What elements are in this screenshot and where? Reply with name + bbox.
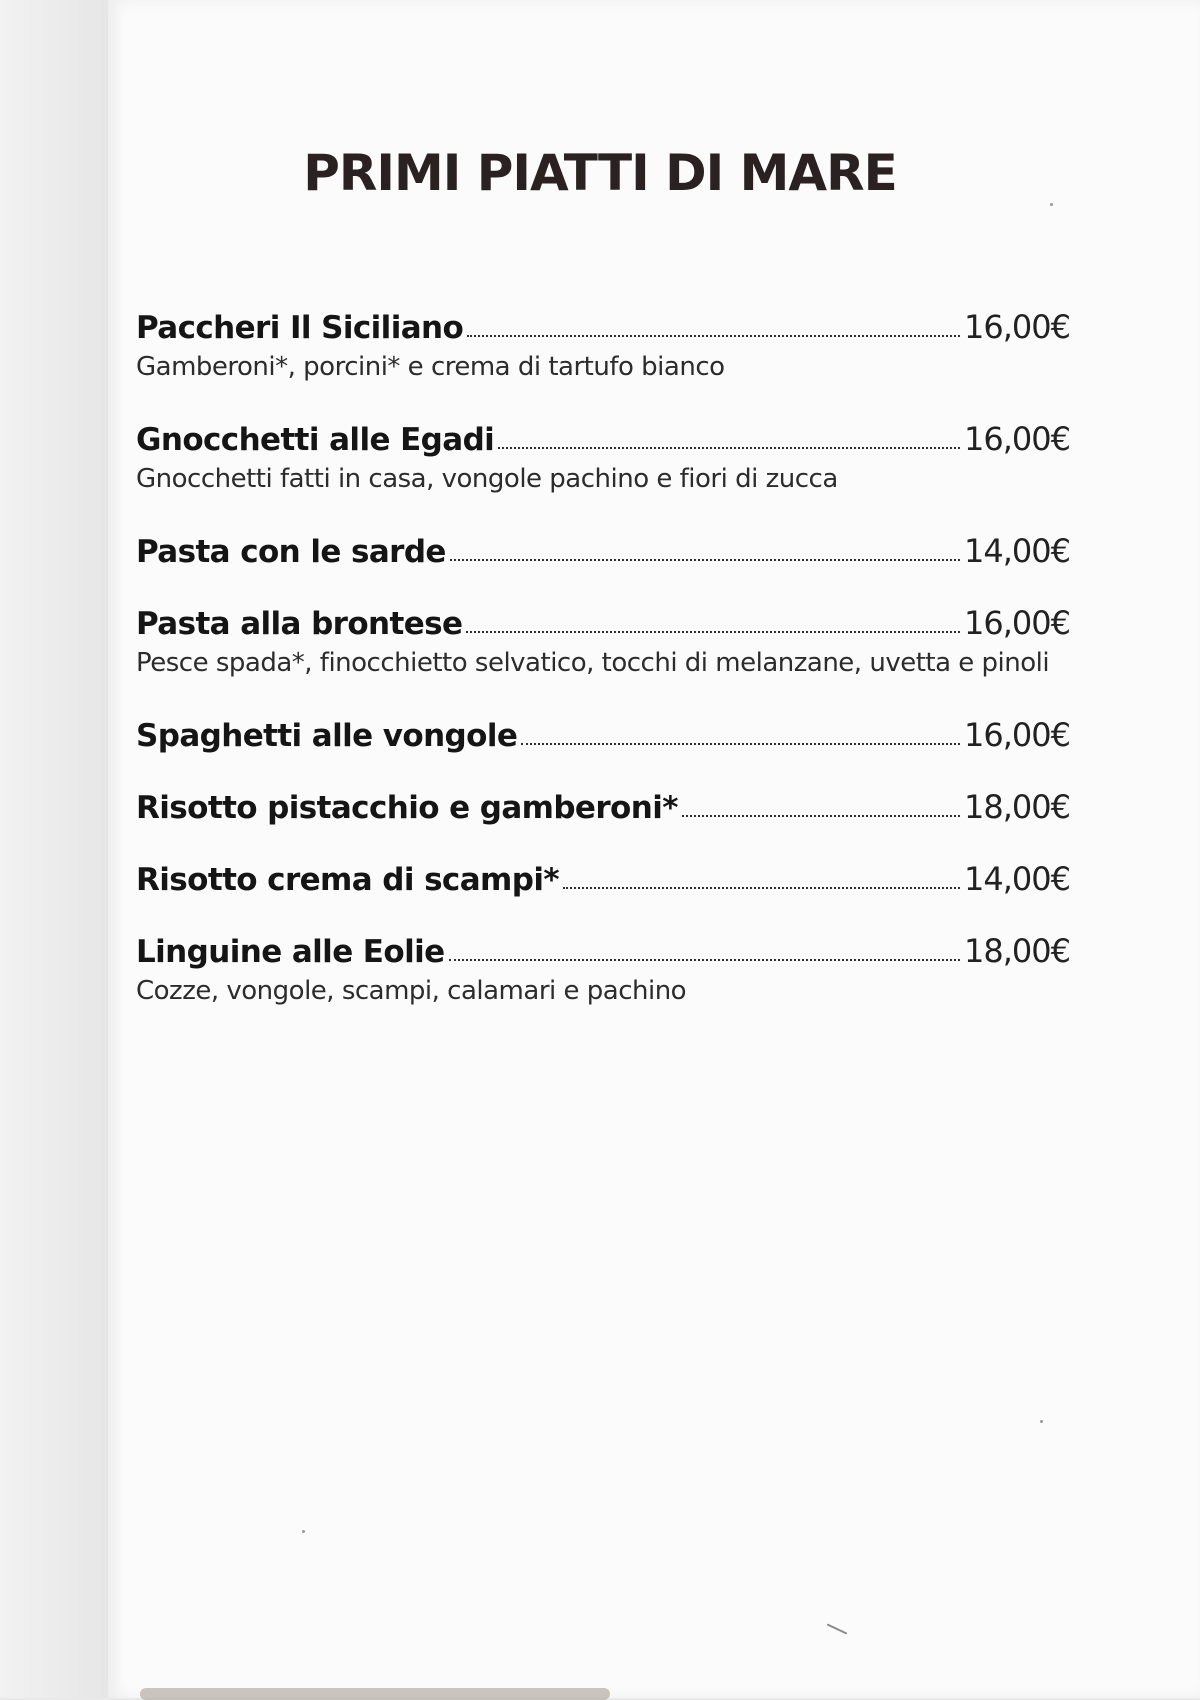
menu-item bbox=[136, 782, 1070, 854]
menu-item bbox=[136, 710, 1070, 782]
menu-item bbox=[136, 302, 1070, 414]
dish-price: 18,00€ bbox=[964, 788, 1070, 826]
dot-leader bbox=[466, 630, 960, 633]
dot-leader bbox=[449, 958, 960, 961]
dish-description: Pesce spada*, finocchietto selvatico, tocchi di melanzane, uvetta e pinoli bbox=[136, 648, 1050, 678]
menu-item bbox=[136, 926, 1070, 1010]
dish-name: Risotto pistacchio e gamberoni* bbox=[136, 790, 678, 826]
paper-speck bbox=[1040, 1420, 1043, 1423]
menu-item-row bbox=[136, 414, 1070, 458]
dish-price: 16,00€ bbox=[964, 420, 1070, 458]
dish-name: Spaghetti alle vongole bbox=[136, 718, 518, 754]
dish-name: Risotto crema di scampi* bbox=[136, 862, 559, 898]
menu-item-row bbox=[136, 526, 1070, 570]
dish-name: Gnocchetti alle Egadi bbox=[136, 422, 495, 458]
menu-list bbox=[136, 302, 1070, 1010]
dish-price: 16,00€ bbox=[964, 716, 1070, 754]
menu-item bbox=[136, 598, 1070, 710]
dish-name: Linguine alle Eolie bbox=[136, 934, 445, 970]
dish-description: Cozze, vongole, scampi, calamari e pachino bbox=[136, 976, 687, 1006]
dish-name: Paccheri Il Siciliano bbox=[136, 310, 464, 346]
dot-leader bbox=[498, 446, 960, 449]
dish-price: 16,00€ bbox=[964, 308, 1070, 346]
menu-item-row bbox=[136, 782, 1070, 826]
dish-price: 14,00€ bbox=[964, 532, 1070, 570]
dot-leader bbox=[563, 886, 960, 889]
dish-price: 18,00€ bbox=[964, 932, 1070, 970]
dot-leader bbox=[450, 558, 960, 561]
dot-leader bbox=[467, 334, 960, 337]
menu-section-title: PRIMI PIATTI DI MARE bbox=[303, 143, 897, 202]
dot-leader bbox=[682, 814, 960, 817]
menu-item-row bbox=[136, 854, 1070, 898]
dish-description: Gamberoni*, porcini* e crema di tartufo bianco bbox=[136, 352, 725, 382]
dot-leader bbox=[521, 742, 960, 745]
dish-price: 14,00€ bbox=[964, 860, 1070, 898]
menu-item bbox=[136, 854, 1070, 926]
dish-description: Gnocchetti fatti in casa, vongole pachino e fiori di zucca bbox=[136, 464, 838, 494]
paper-speck bbox=[302, 1530, 305, 1533]
menu-item bbox=[136, 414, 1070, 526]
menu-item-row bbox=[136, 302, 1070, 346]
page-left-margin bbox=[0, 0, 108, 1698]
menu-item-row bbox=[136, 598, 1070, 642]
menu-item-row bbox=[136, 710, 1070, 754]
paper-speck bbox=[1050, 203, 1053, 206]
dish-name: Pasta alla brontese bbox=[136, 606, 463, 642]
menu-item-row bbox=[136, 926, 1070, 970]
dish-price: 16,00€ bbox=[964, 604, 1070, 642]
page-bottom-shadow bbox=[140, 1688, 610, 1700]
dish-name: Pasta con le sarde bbox=[136, 534, 446, 570]
menu-item bbox=[136, 526, 1070, 598]
